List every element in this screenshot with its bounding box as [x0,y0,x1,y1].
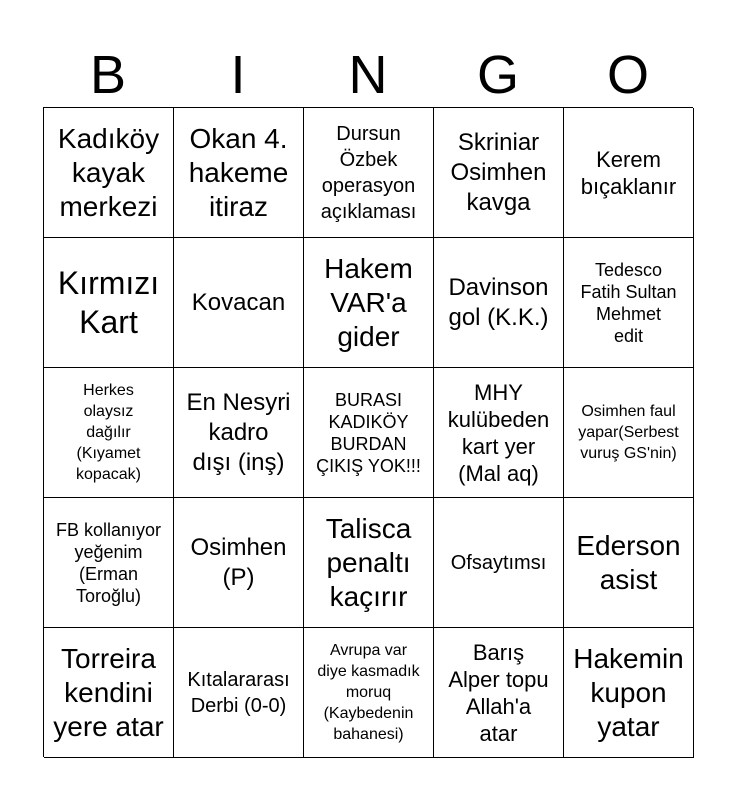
bingo-cell[interactable] [304,108,434,238]
cell-text: Herkes olaysız dağılır (Kıyamet kopacak) [76,382,141,483]
bingo-cell[interactable] [174,238,304,368]
cell-text: FB kollanıyor yeğenim (Erman Toroğlu) [55,519,162,606]
bingo-cell[interactable] [44,108,174,238]
bingo-cell[interactable] [174,108,304,238]
cell-text: Davinson gol (K.K.) [448,273,549,331]
cell-text: Kıtalararası Derbi (0-0) [187,668,290,717]
bingo-header [43,40,693,110]
bingo-cell[interactable] [174,368,304,498]
bingo-cell[interactable] [44,628,174,758]
bingo-cell[interactable] [304,498,434,628]
header-letter-b: B [89,45,127,105]
cell-text: Hakemin kupon yatar [573,642,684,742]
bingo-cell[interactable] [44,368,174,498]
cell-text: Torreira kendini yere atar [53,642,164,742]
bingo-cell[interactable] [434,498,564,628]
cell-text: BURASI KADIKÖY BURDAN ÇIKIŞ YOK!!! [316,389,421,476]
cell-text: Dursun Özbek operasyon açıklaması [320,122,417,223]
cell-text: Osimhen (P) [190,533,287,591]
bingo-cell[interactable] [564,498,694,628]
cell-text: Kırmızı Kart [57,264,160,340]
bingo-cell[interactable] [434,368,564,498]
cell-text: Ofsaytımsı [450,551,547,574]
cell-text: Tedesco Fatih Sultan Mehmet edit [580,259,677,346]
cell-text: Talisca penaltı kaçırır [325,512,412,612]
bingo-grid [43,107,693,757]
cell-text: Kovacan [191,288,286,316]
bingo-cell[interactable] [434,628,564,758]
cell-text: Kerem bıçaklanır [580,146,677,199]
bingo-cell[interactable] [564,628,694,758]
bingo-cell[interactable] [304,628,434,758]
cell-text: Ederson asist [576,529,681,595]
cell-text: MHY kulübeden kart yer (Mal aq) [447,379,550,486]
cell-text: En Nesyri kadro dışı (inş) [186,388,291,476]
bingo-cell[interactable] [434,238,564,368]
bingo-cell[interactable] [44,238,174,368]
header-letter-g: G [476,45,519,105]
bingo-cell[interactable] [564,238,694,368]
cell-text: Skriniar Osimhen kavga [450,128,547,216]
bingo-cell[interactable] [434,108,564,238]
cell-text: Barış Alper topu Allah'a atar [448,639,549,746]
cell-text: Kadıköy kayak merkezi [57,122,160,222]
header-letter-n: N [348,45,388,105]
cell-text: Osimhen faul yapar(Serbest vuruş GS'nin) [578,403,679,462]
bingo-cell[interactable] [564,108,694,238]
cell-text: Okan 4. hakeme itiraz [188,122,289,222]
cell-text: Avrupa var diye kasmadık moruq (Kaybedenin bahanesi) [317,642,420,743]
bingo-cell[interactable] [564,368,694,498]
bingo-cell[interactable] [44,498,174,628]
bingo-cell[interactable] [174,498,304,628]
bingo-cell[interactable] [304,368,434,498]
cell-text: Hakem VAR'a gider [324,252,413,352]
bingo-cell[interactable] [174,628,304,758]
header-letter-o: O [606,45,649,105]
bingo-cell[interactable] [304,238,434,368]
header-letter-i: I [230,45,246,105]
